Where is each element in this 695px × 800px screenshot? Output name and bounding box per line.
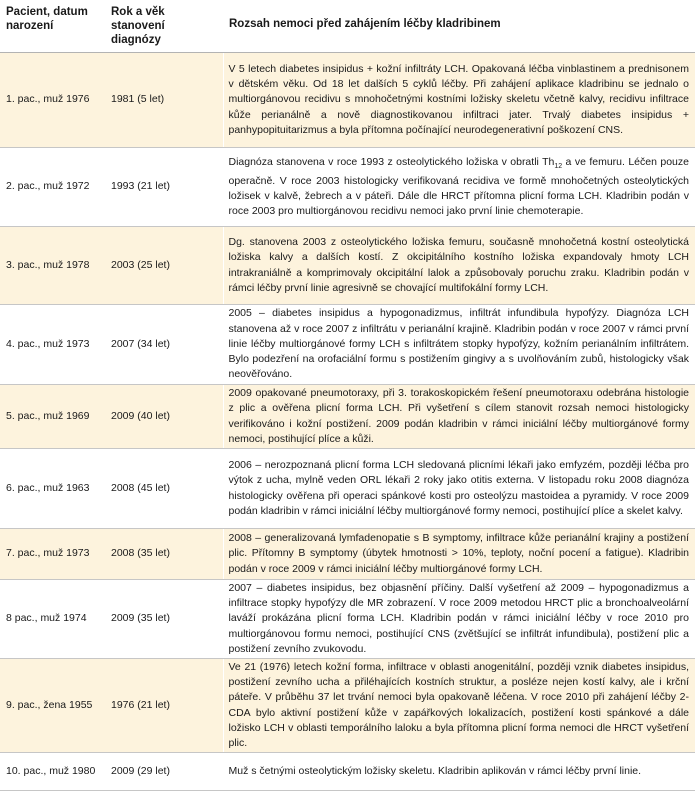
description-text: a ve femuru. Léčen pouze operačně. V roce 2003 histologicky verifikovaná recidiva ve formě mnohočetných osteolytických ložisek v kalvě, žebrech a v páteři. Dále dle HRCT přítomna plicní forma LCH. Kladribin podán v roce 2003 pro multiorgánovou recidivu nemoci jako první linie chemoterapie. xyxy=(228,155,689,218)
description-cell: V 5 letech diabetes insipidus + kožní infiltráty LCH. Opakovaná léčba vinblastinem a prednisonem v dětském věku. Od 18 let dalších 5 cyklů léčby. Při zahájení aplikace kladribinu se jednalo o multiorgánovou recidivu s mnohočetnými kostními ložisky skeletu včetně kalvy, recidivu infiltrace kůže perianálně a nově diagnostikovanou infiltraci jater. Trvalý diabetes insipidus + panhypopituitarizmus a byla přítomna počínající neurodegenerativní poškození CNS. xyxy=(223,53,695,148)
header-year: Rok a věk stanovení diagnózy xyxy=(105,0,223,53)
patient-cell: 10. pac., muž 1980 xyxy=(0,753,105,791)
description-cell: 2008 – generalizovaná lymfadenopatie s B symptomy, infiltrace kůže perianální krajiny a postižení plic. Přítomny B symptomy (úbytek hmotnosti > 10%, teploty, noční pocení a fatigue). Kladribin podán v roce 2009 v rámci iniciální léčby multiorgánové formy LCH. xyxy=(223,529,695,580)
year-cell: 2008 (45 let) xyxy=(105,449,223,529)
patient-cell: 4. pac., muž 1973 xyxy=(0,305,105,385)
patient-cell: 3. pac., muž 1978 xyxy=(0,227,105,305)
table-row xyxy=(0,580,695,659)
table-row xyxy=(0,305,695,385)
year-cell: 1981 (5 let) xyxy=(105,53,223,148)
table-row xyxy=(0,385,695,449)
patient-cell: 1. pac., muž 1976 xyxy=(0,53,105,148)
patient-cell: 5. pac., muž 1969 xyxy=(0,385,105,449)
patient-cell: 6. pac., muž 1963 xyxy=(0,449,105,529)
description-cell: Muž s četnými osteolytickým ložisky skeletu. Kladribin aplikován v rámci léčby první linie. xyxy=(223,753,695,791)
header-patient: Pacient, datum narození xyxy=(0,0,105,53)
description-cell: 2007 – diabetes insipidus, bez objasnění příčiny. Další vyšetření až 2009 – hypogonadizmus a infiltrace stopky hypofýzy dle MR zobrazení. V roce 2009 metodou HRCT plic a bronchoalveolární laváží prokázána plicní forma LCH. Kladribin podán v rámci iniciální léčby v roce 2010 pro multiorgánovou formu nemoci, postihující CNS (zvětšující se infiltrát infundibula), postižení plic a postižení zevního zvukovodu. xyxy=(223,580,695,659)
year-cell: 1976 (21 let) xyxy=(105,659,223,753)
description-subscript: 12 xyxy=(554,162,563,170)
year-cell: 2007 (34 let) xyxy=(105,305,223,385)
table-header-row xyxy=(0,0,695,53)
header-extent: Rozsah nemoci před zahájením léčby kladribinem xyxy=(223,0,695,53)
table-row xyxy=(0,529,695,580)
patient-cell: 7. pac., muž 1973 xyxy=(0,529,105,580)
year-cell: 1993 (21 let) xyxy=(105,148,223,227)
description-cell: 2009 opakované pneumotoraxy, při 3. torakoskopickém řešení pneumotoraxu odebrána histologie z plic a ověřena plicní forma LCH. Při vyšetření s cílem stanovit rozsah nemoci histologicky verifikováno i kožní postižení. 2009 podán kladribin v rámci iniciální léčby multiorgánové formy nemoci, postihující plíce a kůži. xyxy=(223,385,695,449)
table-row xyxy=(0,227,695,305)
description-cell xyxy=(223,148,695,227)
table-row xyxy=(0,148,695,227)
table-row xyxy=(0,53,695,148)
year-cell: 2008 (35 let) xyxy=(105,529,223,580)
description-cell: Ve 21 (1976) letech kožní forma, infiltrace v oblasti anogenitální, později vznik diabetes insipidus, postižení zevního ucha a přiléhajících kostních struktur, a posléze nejen kostí kalvy, ale i krční páteře. V průběhu 37 let trvání nemoci byla opakovaně léčena. V roce 2010 při zahájení léčby 2-CDA bylo aktivní postižení kůže v zapářkových lokalizacích, postižení kosti spánkové a dále ložisko LCH v oblasti temporálního laloku a byla přítomna plicní forma nemoci dle HRCT vyšetření plic. xyxy=(223,659,695,753)
year-cell: 2009 (35 let) xyxy=(105,580,223,659)
year-cell: 2009 (29 let) xyxy=(105,753,223,791)
description-cell: Dg. stanovena 2003 z osteolytického ložiska femuru, současně mnohočetná kostní osteolytická ložiska kalvy a dalších kostí. Z okcipitálního kostního ložiska expandovaly hmoty LCH intrakraniálně a komprimovaly okcipitální lalok a způsobovaly poruchu zraku. Kladribin podán v rámci léčby první linie agresivně se chovající multifokální formy LCH. xyxy=(223,227,695,305)
table-row xyxy=(0,753,695,791)
description-cell: 2006 – nerozpoznaná plicní forma LCH sledovaná plicními lékaři jako emfyzém, později léčba pro výtok z ucha, mylně veden ORL lékaři 2 roky jako otitis externa. V listopadu roku 2008 diagnóza histologicky ověřena při operaci spánkové kosti pro osteolýzu mastoidea a pyramidy. V roce 2009 podán kladribin v rámci iniciální léčby multiorgánové formy nemoci, postihující plíce a skelet kalvy. xyxy=(223,449,695,529)
patient-cell: 8 pac., muž 1974 xyxy=(0,580,105,659)
patient-cell: 2. pac., muž 1972 xyxy=(0,148,105,227)
description-text: Diagnóza stanovena v roce 1993 z osteolytického ložiska v obratli Th xyxy=(228,155,555,168)
year-cell: 2009 (40 let) xyxy=(105,385,223,449)
table-row xyxy=(0,659,695,753)
table-row xyxy=(0,449,695,529)
patient-cell: 9. pac., žena 1955 xyxy=(0,659,105,753)
year-cell: 2003 (25 let) xyxy=(105,227,223,305)
description-cell: 2005 – diabetes insipidus a hypogonadizmus, infiltrát infundibula hypofýzy. Diagnóza LCH stanovena až v roce 2007 z infiltrátu v perianální krajině. Kladribin podán v roce 2007 v rámci první linie léčby multiorgánové formy LCH s infiltrátem stopky hypofýzy, kožním perianálním infiltrátem. Bylo podezření na orofaciální formu s postižením gingivy a s uvolňováním zubů, histologicky však neověřováno. xyxy=(223,305,695,385)
